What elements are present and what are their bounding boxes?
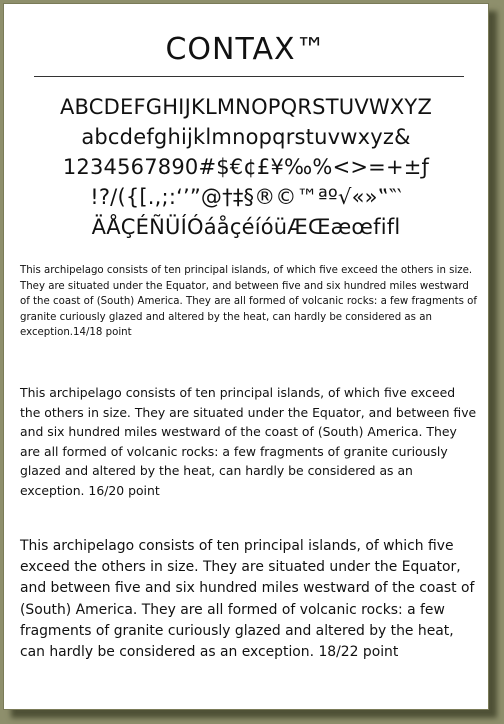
sample-text-16pt: This archipelago consists of ten principal islands, of which five exceed the others in size. They are situated under the Equator, and between five and six hundred miles westward of the coast of (South) America. They are all formed of volcanic rocks: a few fragments of granite curiously glazed and altered by the heat, can hardly be considered as an exception. 16/20 point bbox=[20, 385, 477, 498]
specimen-card bbox=[3, 3, 489, 710]
glyph-line-uppercase: ABCDEFGHIJKLMNOPQRSTUVWXYZ bbox=[59, 95, 433, 119]
glyph-line-punctuation: !?/({[.,;:‘’”@†‡§®©™ªº√«»‟‶‵ bbox=[90, 185, 402, 209]
glyph-set bbox=[4, 92, 488, 242]
title-divider bbox=[34, 76, 464, 77]
glyph-line-accented: ÄÅÇÉÑÜÍÓáåçéíóüÆŒæœfifl bbox=[91, 215, 401, 239]
glyph-line-figures: 1234567890#$€¢£¥‰%<>=+±ƒ bbox=[62, 155, 430, 179]
font-title: CONTAX™ bbox=[165, 32, 327, 67]
sample-text-14pt: This archipelago consists of ten principal islands, of which five exceed the others in size. They are situated under the Equator, and between five and six hundred miles westward of the coast of (South) America. They are all formed of volcanic rocks: a few fragments of granite curiously glazed and altered by the heat, can hardly be considered as an exception.14/18 point bbox=[20, 265, 477, 339]
sample-text-18pt: This archipelago consists of ten principal islands, of which five exceed the others in size. They are situated under the Equator, and between five and six hundred miles westward of the coast of (South) America. They are all formed of volcanic rocks: a few fragments of granite curiously glazed and altered by the heat, can hardly be considered as an exception. 18/22 point bbox=[20, 538, 475, 661]
glyph-line-lowercase: abcdefghijklmnopqrstuvwxyz& bbox=[81, 125, 411, 149]
